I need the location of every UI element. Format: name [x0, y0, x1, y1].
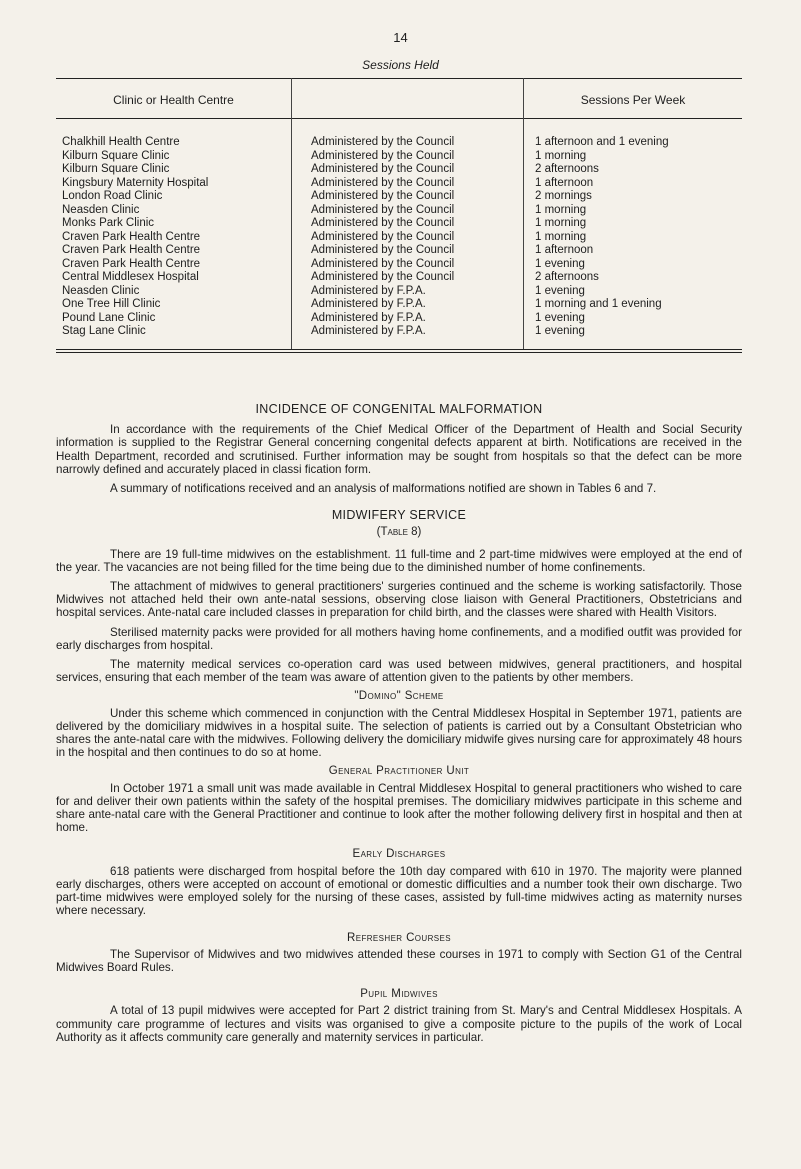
cell-admin: Administered by the Council [311, 149, 455, 162]
header-rule [56, 118, 742, 119]
cell-sessions: 1 afternoon [535, 244, 594, 256]
table-reference: (Table 8) [376, 526, 422, 539]
cell-sessions: 1 evening [535, 257, 585, 270]
cell-admin: Administered by the Council [311, 217, 455, 229]
section-heading-midwifery: MIDWIFERY SERVICE [331, 508, 467, 523]
table-row [56, 150, 742, 164]
paragraph: The maternity medical services co-operation card was used between midwives, general practitioners, and hospital services, ensuring that each member of the team was aware of attention given to the patients by other members. [56, 658, 742, 685]
paragraph: The attachment of midwives to general practitioners' surgeries continued and the scheme is working satisfactorily. Those Midwives not attached held their own ante-natal sessions, observing close liaison with General Practitioners, Obstetricians and hospital services. Ante-natal care included classes in preparation for child birth, and the classes were shared with Health Visitors. [56, 580, 742, 620]
table-row [56, 285, 742, 299]
cell-centre: Central Middlesex Hospital [62, 271, 199, 283]
cell-admin: Administered by the Council [311, 190, 455, 202]
table-row [56, 190, 742, 204]
cell-sessions: 1 morning [535, 217, 587, 229]
cell-sessions: 2 afternoons [535, 271, 599, 283]
paragraph: The Supervisor of Midwives and two midwives attended these courses in 1971 to comply with Section G1 of the Central Midwives Board Rules. [56, 947, 742, 974]
cell-centre: Pound Lane Clinic [62, 311, 156, 324]
subheading-domino: "Domino" Scheme [354, 690, 444, 703]
cell-centre: One Tree Hill Clinic [62, 298, 161, 310]
table-row [56, 217, 742, 231]
subheading-pupil-midwives: Pupil Midwives [360, 988, 438, 1001]
cell-sessions: 1 morning [535, 203, 587, 216]
cell-admin: Administered by the Council [311, 257, 455, 270]
cell-sessions: 1 afternoon and 1 evening [535, 136, 669, 148]
header-sessions: Sessions Per Week [580, 93, 686, 107]
table-row [56, 204, 742, 218]
cell-sessions: 1 morning [535, 230, 587, 243]
page-number: 14 [393, 30, 408, 45]
cell-sessions: 1 evening [535, 325, 585, 337]
cell-centre: Kilburn Square Clinic [62, 149, 170, 162]
table-row [56, 298, 742, 312]
cell-centre: Monks Park Clinic [62, 217, 155, 229]
table-row [56, 325, 742, 339]
header-centre: Clinic or Health Centre [113, 93, 234, 107]
cell-admin: Administered by F.P.A. [311, 325, 426, 337]
cell-sessions: 2 mornings [535, 190, 592, 202]
cell-admin: Administered by the Council [311, 176, 455, 189]
subheading-early-discharges: Early Discharges [352, 848, 446, 861]
subheading-gp-unit: General Practitioner Unit [328, 765, 470, 778]
cell-admin: Administered by the Council [311, 136, 455, 148]
table-row [56, 177, 742, 191]
cell-admin: Administered by the Council [311, 163, 455, 175]
cell-centre: Stag Lane Clinic [62, 325, 146, 337]
paragraph: Under this scheme which commenced in conjunction with the Central Middlesex Hospital in September 1971, patients are delivered by the domiciliary midwives in a hospital suite. The selection of patients is carried out by a Consultant Obstetrician who shares the ante-natal care with the midwives. Following delivery the domiciliary midwife gives nursing care for approximately 48 hours in the hospital and then continues to do so at home. [56, 706, 742, 760]
cell-admin: Administered by the Council [311, 244, 455, 256]
paragraph: Sterilised maternity packs were provided for all mothers having home confinements, and a modified outfit was provided for early discharges from hospital. [56, 625, 742, 652]
cell-admin: Administered by the Council [311, 271, 455, 283]
cell-centre: Neasden Clinic [62, 284, 140, 297]
table-title: Sessions Held [362, 58, 439, 72]
paragraph: A summary of notifications received and an analysis of malformations notified are shown in Tables 6 and 7. [110, 482, 657, 496]
paragraph: There are 19 full-time midwives on the establishment. 11 full-time and 2 part-time midwives were employed at the end of the year. The vacancies are not being filled for the time being due to the diminished number of home confinements. [56, 547, 742, 574]
cell-admin: Administered by F.P.A. [311, 284, 426, 297]
cell-admin: Administered by the Council [311, 230, 455, 243]
cell-sessions: 1 afternoon [535, 176, 594, 189]
cell-sessions: 2 afternoons [535, 163, 599, 175]
table-row [56, 271, 742, 285]
cell-sessions: 1 morning and 1 evening [535, 298, 662, 310]
table-row [56, 231, 742, 245]
paragraph: In October 1971 a small unit was made available in Central Middlesex Hospital to general practitioners who wished to care for and deliver their own patients within the safety of the hospital premises. The domiciliary midwives participate in this scheme and share ante-natal care with the General Practitioner and continue to look after the mother following delivery first in hospital and then at home. [56, 781, 742, 835]
section-heading-congenital: INCIDENCE OF CONGENITAL MALFORMATION [255, 402, 543, 416]
cell-admin: Administered by F.P.A. [311, 311, 426, 324]
cell-sessions: 1 evening [535, 284, 585, 297]
table-row [56, 163, 742, 177]
paragraph: A total of 13 pupil midwives were accepted for Part 2 district training from St. Mary's and Central Middlesex Hospitals. A community care programme of lectures and visits was organised to give a composite picture to the pupils of the work of Local Authority as it affects community care generally and maternity services in particular. [56, 1004, 742, 1044]
cell-centre: Neasden Clinic [62, 203, 140, 216]
cell-centre: London Road Clinic [62, 190, 163, 202]
table-body [56, 136, 742, 339]
table-bottom-rule-double [56, 352, 742, 353]
paragraph: 618 patients were discharged from hospital before the 10th day compared with 610 in 1970. The majority were planned early discharges, others were accepted on account of emotional or domestic difficulties and a number took their own discharge. Two part-time midwives were employed solely for the nursing of these cases, assisted by full-time midwives acting as maternity nurses where necessary. [56, 864, 742, 918]
report-body [56, 403, 742, 1050]
cell-admin: Administered by the Council [311, 203, 455, 216]
table-row [56, 136, 742, 150]
cell-sessions: 1 morning [535, 149, 587, 162]
table-row [56, 244, 742, 258]
cell-centre: Kilburn Square Clinic [62, 163, 170, 175]
table-row [56, 258, 742, 272]
cell-sessions: 1 evening [535, 311, 585, 324]
table-row [56, 312, 742, 326]
cell-centre: Kingsbury Maternity Hospital [62, 176, 209, 189]
subheading-refresher-courses: Refresher Courses [347, 931, 451, 944]
cell-centre: Craven Park Health Centre [62, 244, 201, 256]
table-bottom-rule [56, 349, 742, 350]
cell-admin: Administered by F.P.A. [311, 298, 426, 310]
cell-centre: Craven Park Health Centre [62, 230, 201, 243]
paragraph: In accordance with the requirements of the Chief Medical Officer of the Department of Health and Social Security information is supplied to the Registrar General concerning congenital defects apparent at birth. Notifications are received in the Health Department, recorded and scrutinised. Further information may be sought from hospitals so that the defect can be more narrowly defined and accurately placed in classi fication form. [56, 423, 742, 476]
cell-centre: Chalkhill Health Centre [62, 136, 180, 148]
cell-centre: Craven Park Health Centre [62, 257, 201, 270]
table-top-rule [56, 78, 742, 79]
